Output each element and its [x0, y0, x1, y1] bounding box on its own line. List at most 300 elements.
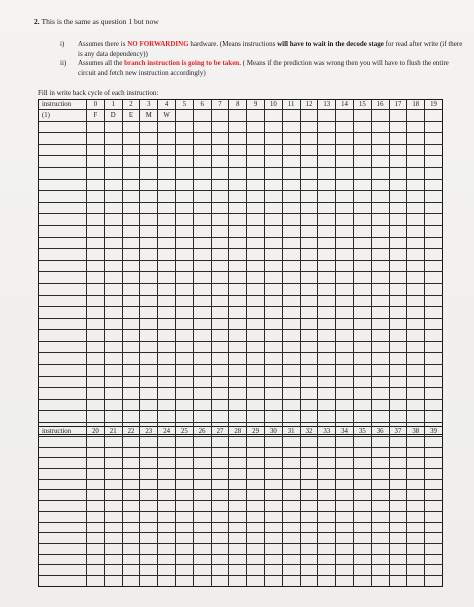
stage-cell[interactable] — [175, 554, 193, 565]
stage-cell[interactable] — [282, 237, 300, 249]
stage-cell[interactable] — [229, 501, 247, 512]
stage-cell[interactable] — [175, 167, 193, 179]
stage-cell[interactable] — [336, 565, 354, 576]
instruction-cell[interactable] — [39, 522, 87, 533]
stage-cell[interactable] — [122, 283, 140, 295]
stage-cell[interactable] — [282, 133, 300, 145]
stage-cell[interactable] — [193, 330, 211, 342]
stage-cell[interactable] — [318, 353, 336, 365]
stage-cell[interactable] — [211, 341, 229, 353]
stage-cell[interactable] — [282, 295, 300, 307]
stage-cell[interactable] — [104, 202, 122, 214]
stage-cell[interactable] — [407, 533, 425, 544]
stage-cell[interactable] — [87, 469, 105, 480]
stage-cell[interactable] — [247, 353, 265, 365]
stage-cell[interactable] — [247, 307, 265, 319]
stage-cell[interactable] — [247, 388, 265, 400]
stage-cell[interactable] — [318, 341, 336, 353]
stage-cell[interactable] — [371, 575, 389, 586]
stage-cell[interactable] — [211, 388, 229, 400]
stage-cell[interactable] — [336, 307, 354, 319]
stage-cell[interactable] — [247, 376, 265, 388]
stage-cell[interactable] — [229, 554, 247, 565]
stage-cell[interactable] — [389, 179, 407, 191]
stage-cell[interactable] — [264, 565, 282, 576]
stage-cell[interactable] — [425, 237, 443, 249]
stage-cell[interactable] — [425, 469, 443, 480]
stage-cell[interactable] — [336, 272, 354, 284]
stage-cell[interactable] — [389, 318, 407, 330]
stage-cell[interactable] — [229, 479, 247, 490]
stage-cell[interactable] — [389, 167, 407, 179]
stage-cell[interactable] — [122, 121, 140, 133]
stage-cell[interactable] — [211, 110, 229, 122]
stage-cell[interactable] — [175, 110, 193, 122]
stage-cell[interactable] — [193, 447, 211, 458]
stage-cell[interactable] — [371, 554, 389, 565]
stage-cell[interactable] — [389, 225, 407, 237]
stage-cell[interactable] — [104, 191, 122, 203]
stage-cell[interactable] — [300, 260, 318, 272]
stage-cell[interactable] — [353, 522, 371, 533]
stage-cell[interactable] — [211, 437, 229, 448]
stage-cell[interactable] — [211, 575, 229, 586]
stage-cell[interactable] — [158, 447, 176, 458]
stage-cell[interactable] — [104, 469, 122, 480]
instruction-cell[interactable] — [39, 167, 87, 179]
stage-cell[interactable] — [264, 479, 282, 490]
stage-cell[interactable] — [264, 437, 282, 448]
stage-cell[interactable] — [282, 121, 300, 133]
stage-cell[interactable] — [158, 437, 176, 448]
stage-cell[interactable] — [389, 272, 407, 284]
stage-cell[interactable] — [175, 272, 193, 284]
stage-cell[interactable] — [353, 437, 371, 448]
stage-cell[interactable] — [87, 133, 105, 145]
stage-cell[interactable] — [122, 272, 140, 284]
stage-cell[interactable] — [371, 167, 389, 179]
stage-cell[interactable] — [193, 565, 211, 576]
stage-cell[interactable] — [407, 249, 425, 261]
stage-cell[interactable] — [318, 365, 336, 377]
stage-cell[interactable] — [175, 490, 193, 501]
stage-cell[interactable] — [87, 225, 105, 237]
stage-cell[interactable] — [104, 365, 122, 377]
stage-cell[interactable] — [175, 179, 193, 191]
stage-cell[interactable] — [336, 365, 354, 377]
stage-cell[interactable] — [264, 249, 282, 261]
stage-cell[interactable] — [140, 575, 158, 586]
stage-cell[interactable] — [122, 341, 140, 353]
stage-cell[interactable] — [300, 353, 318, 365]
stage-cell[interactable] — [318, 133, 336, 145]
stage-cell[interactable] — [336, 295, 354, 307]
stage-cell[interactable] — [158, 144, 176, 156]
stage-cell[interactable] — [104, 295, 122, 307]
stage-cell[interactable] — [282, 191, 300, 203]
stage-cell[interactable] — [158, 533, 176, 544]
stage-cell[interactable] — [353, 447, 371, 458]
stage-cell[interactable] — [318, 202, 336, 214]
stage-cell[interactable] — [175, 249, 193, 261]
stage-cell[interactable] — [389, 330, 407, 342]
stage-cell[interactable] — [193, 388, 211, 400]
stage-cell[interactable] — [175, 469, 193, 480]
stage-cell[interactable] — [282, 202, 300, 214]
stage-cell[interactable] — [318, 283, 336, 295]
stage-cell[interactable] — [353, 490, 371, 501]
stage-cell[interactable] — [158, 411, 176, 423]
stage-cell[interactable] — [407, 307, 425, 319]
stage-cell[interactable] — [336, 191, 354, 203]
stage-cell[interactable] — [300, 318, 318, 330]
stage-cell[interactable] — [193, 283, 211, 295]
stage-cell[interactable] — [353, 179, 371, 191]
stage-cell[interactable] — [264, 353, 282, 365]
stage-cell[interactable] — [229, 365, 247, 377]
stage-cell[interactable] — [211, 490, 229, 501]
stage-cell[interactable] — [140, 388, 158, 400]
stage-cell[interactable] — [407, 156, 425, 168]
stage-cell[interactable] — [87, 156, 105, 168]
stage-cell[interactable] — [87, 533, 105, 544]
stage-cell[interactable] — [104, 511, 122, 522]
stage-cell[interactable] — [158, 388, 176, 400]
stage-cell[interactable] — [104, 225, 122, 237]
stage-cell[interactable] — [211, 260, 229, 272]
stage-cell[interactable] — [175, 437, 193, 448]
instruction-cell[interactable] — [39, 388, 87, 400]
stage-cell[interactable] — [104, 330, 122, 342]
instruction-cell[interactable] — [39, 307, 87, 319]
instruction-cell[interactable] — [39, 353, 87, 365]
stage-cell[interactable] — [247, 225, 265, 237]
stage-cell[interactable] — [318, 533, 336, 544]
stage-cell[interactable] — [175, 522, 193, 533]
stage-cell[interactable] — [425, 330, 443, 342]
stage-cell[interactable] — [140, 214, 158, 226]
stage-cell[interactable] — [407, 341, 425, 353]
stage-cell[interactable] — [193, 307, 211, 319]
stage-cell[interactable] — [87, 179, 105, 191]
instruction-cell[interactable] — [39, 479, 87, 490]
stage-cell[interactable] — [87, 411, 105, 423]
stage-cell[interactable] — [282, 458, 300, 469]
stage-cell[interactable] — [389, 533, 407, 544]
stage-cell[interactable] — [229, 191, 247, 203]
stage-cell[interactable] — [371, 376, 389, 388]
stage-cell[interactable] — [336, 543, 354, 554]
stage-cell[interactable] — [211, 330, 229, 342]
instruction-cell[interactable] — [39, 501, 87, 512]
stage-cell[interactable] — [229, 447, 247, 458]
stage-cell[interactable] — [247, 490, 265, 501]
stage-cell[interactable] — [389, 388, 407, 400]
stage-cell[interactable] — [389, 565, 407, 576]
stage-cell[interactable] — [211, 533, 229, 544]
stage-cell[interactable] — [211, 283, 229, 295]
stage-cell[interactable] — [300, 225, 318, 237]
stage-cell[interactable] — [193, 295, 211, 307]
stage-cell[interactable] — [122, 237, 140, 249]
stage-cell[interactable] — [389, 447, 407, 458]
stage-cell[interactable] — [229, 575, 247, 586]
stage-cell[interactable] — [175, 156, 193, 168]
stage-cell[interactable] — [336, 214, 354, 226]
stage-cell[interactable] — [282, 307, 300, 319]
stage-cell[interactable] — [425, 167, 443, 179]
instruction-cell[interactable] — [39, 214, 87, 226]
stage-cell[interactable] — [353, 237, 371, 249]
stage-cell[interactable] — [122, 469, 140, 480]
stage-cell[interactable] — [318, 330, 336, 342]
stage-cell[interactable] — [264, 399, 282, 411]
stage-cell[interactable] — [193, 501, 211, 512]
stage-cell[interactable] — [336, 437, 354, 448]
stage-cell[interactable] — [407, 365, 425, 377]
stage-cell[interactable] — [425, 447, 443, 458]
stage-cell[interactable] — [371, 522, 389, 533]
stage-cell[interactable] — [264, 490, 282, 501]
stage-cell[interactable] — [371, 543, 389, 554]
stage-cell[interactable] — [158, 179, 176, 191]
stage-cell[interactable] — [300, 144, 318, 156]
stage-cell[interactable] — [158, 167, 176, 179]
stage-cell[interactable] — [318, 110, 336, 122]
stage-cell[interactable] — [282, 543, 300, 554]
stage-cell[interactable] — [282, 214, 300, 226]
stage-cell[interactable] — [104, 490, 122, 501]
stage-cell[interactable] — [282, 565, 300, 576]
stage-cell[interactable] — [353, 191, 371, 203]
stage-cell[interactable] — [122, 156, 140, 168]
stage-cell[interactable] — [336, 511, 354, 522]
stage-cell[interactable] — [193, 353, 211, 365]
stage-cell[interactable] — [87, 565, 105, 576]
stage-cell[interactable] — [282, 511, 300, 522]
stage-cell[interactable] — [175, 295, 193, 307]
stage-cell[interactable] — [264, 522, 282, 533]
instruction-cell[interactable]: (1) — [39, 110, 87, 122]
stage-cell[interactable] — [371, 533, 389, 544]
stage-cell[interactable] — [371, 447, 389, 458]
stage-cell[interactable] — [425, 565, 443, 576]
stage-cell[interactable] — [175, 388, 193, 400]
stage-cell[interactable] — [318, 469, 336, 480]
stage-cell[interactable] — [282, 283, 300, 295]
stage-cell[interactable] — [247, 272, 265, 284]
stage-cell[interactable] — [407, 490, 425, 501]
stage-cell[interactable] — [158, 353, 176, 365]
stage-cell[interactable] — [87, 437, 105, 448]
stage-cell[interactable] — [425, 353, 443, 365]
stage-cell[interactable] — [104, 522, 122, 533]
stage-cell[interactable] — [229, 214, 247, 226]
stage-cell[interactable] — [104, 399, 122, 411]
stage-cell[interactable] — [104, 554, 122, 565]
stage-cell[interactable] — [158, 272, 176, 284]
stage-cell[interactable] — [300, 237, 318, 249]
stage-cell[interactable]: D — [104, 110, 122, 122]
instruction-cell[interactable] — [39, 156, 87, 168]
stage-cell[interactable] — [229, 330, 247, 342]
stage-cell[interactable] — [211, 554, 229, 565]
stage-cell[interactable] — [175, 543, 193, 554]
stage-cell[interactable] — [425, 575, 443, 586]
stage-cell[interactable] — [229, 283, 247, 295]
stage-cell[interactable] — [371, 214, 389, 226]
stage-cell[interactable] — [425, 479, 443, 490]
stage-cell[interactable] — [87, 458, 105, 469]
stage-cell[interactable] — [140, 341, 158, 353]
stage-cell[interactable] — [264, 133, 282, 145]
stage-cell[interactable] — [389, 110, 407, 122]
stage-cell[interactable] — [122, 447, 140, 458]
stage-cell[interactable] — [175, 202, 193, 214]
stage-cell[interactable] — [407, 202, 425, 214]
stage-cell[interactable] — [247, 554, 265, 565]
stage-cell[interactable] — [282, 365, 300, 377]
stage-cell[interactable] — [247, 144, 265, 156]
stage-cell[interactable] — [407, 179, 425, 191]
stage-cell[interactable] — [300, 167, 318, 179]
stage-cell[interactable] — [247, 167, 265, 179]
stage-cell[interactable] — [407, 479, 425, 490]
stage-cell[interactable] — [407, 399, 425, 411]
stage-cell[interactable] — [87, 522, 105, 533]
stage-cell[interactable] — [175, 318, 193, 330]
stage-cell[interactable] — [371, 295, 389, 307]
stage-cell[interactable] — [336, 179, 354, 191]
stage-cell[interactable] — [104, 411, 122, 423]
stage-cell[interactable] — [336, 522, 354, 533]
stage-cell[interactable] — [211, 501, 229, 512]
stage-cell[interactable] — [193, 399, 211, 411]
instruction-cell[interactable] — [39, 575, 87, 586]
stage-cell[interactable] — [193, 479, 211, 490]
stage-cell[interactable] — [158, 341, 176, 353]
stage-cell[interactable] — [300, 376, 318, 388]
stage-cell[interactable] — [122, 437, 140, 448]
stage-cell[interactable] — [140, 479, 158, 490]
stage-cell[interactable] — [140, 330, 158, 342]
stage-cell[interactable] — [229, 272, 247, 284]
stage-cell[interactable] — [264, 307, 282, 319]
stage-cell[interactable] — [229, 237, 247, 249]
stage-cell[interactable] — [229, 179, 247, 191]
stage-cell[interactable] — [122, 411, 140, 423]
stage-cell[interactable] — [389, 191, 407, 203]
stage-cell[interactable] — [158, 554, 176, 565]
stage-cell[interactable] — [87, 167, 105, 179]
stage-cell[interactable] — [425, 225, 443, 237]
stage-cell[interactable] — [389, 295, 407, 307]
stage-cell[interactable] — [407, 554, 425, 565]
stage-cell[interactable] — [247, 479, 265, 490]
stage-cell[interactable] — [193, 575, 211, 586]
stage-cell[interactable] — [104, 447, 122, 458]
stage-cell[interactable] — [336, 249, 354, 261]
instruction-cell[interactable] — [39, 458, 87, 469]
stage-cell[interactable] — [407, 458, 425, 469]
stage-cell[interactable] — [104, 437, 122, 448]
stage-cell[interactable] — [247, 447, 265, 458]
stage-cell[interactable] — [282, 156, 300, 168]
stage-cell[interactable] — [282, 437, 300, 448]
stage-cell[interactable] — [407, 411, 425, 423]
stage-cell[interactable] — [353, 575, 371, 586]
stage-cell[interactable] — [122, 179, 140, 191]
stage-cell[interactable] — [104, 543, 122, 554]
stage-cell[interactable] — [282, 533, 300, 544]
stage-cell[interactable] — [407, 575, 425, 586]
stage-cell[interactable] — [371, 565, 389, 576]
stage-cell[interactable] — [104, 121, 122, 133]
stage-cell[interactable]: M — [140, 110, 158, 122]
stage-cell[interactable] — [371, 330, 389, 342]
stage-cell[interactable] — [211, 167, 229, 179]
stage-cell[interactable] — [389, 511, 407, 522]
stage-cell[interactable] — [318, 554, 336, 565]
stage-cell[interactable] — [193, 437, 211, 448]
stage-cell[interactable] — [371, 249, 389, 261]
stage-cell[interactable] — [407, 237, 425, 249]
stage-cell[interactable] — [247, 318, 265, 330]
stage-cell[interactable] — [336, 490, 354, 501]
stage-cell[interactable] — [407, 543, 425, 554]
stage-cell[interactable] — [282, 249, 300, 261]
stage-cell[interactable] — [193, 522, 211, 533]
stage-cell[interactable] — [282, 554, 300, 565]
stage-cell[interactable] — [122, 458, 140, 469]
stage-cell[interactable] — [175, 575, 193, 586]
stage-cell[interactable] — [193, 156, 211, 168]
stage-cell[interactable] — [104, 479, 122, 490]
stage-cell[interactable] — [318, 144, 336, 156]
stage-cell[interactable] — [122, 543, 140, 554]
stage-cell[interactable] — [371, 272, 389, 284]
stage-cell[interactable] — [425, 376, 443, 388]
stage-cell[interactable] — [389, 249, 407, 261]
stage-cell[interactable] — [336, 156, 354, 168]
stage-cell[interactable] — [371, 179, 389, 191]
stage-cell[interactable] — [122, 214, 140, 226]
stage-cell[interactable] — [282, 260, 300, 272]
stage-cell[interactable] — [247, 110, 265, 122]
stage-cell[interactable] — [336, 554, 354, 565]
stage-cell[interactable] — [389, 365, 407, 377]
instruction-cell[interactable] — [39, 225, 87, 237]
stage-cell[interactable] — [122, 565, 140, 576]
stage-cell[interactable] — [264, 272, 282, 284]
stage-cell[interactable] — [87, 490, 105, 501]
stage-cell[interactable] — [211, 121, 229, 133]
stage-cell[interactable] — [353, 225, 371, 237]
stage-cell[interactable] — [140, 353, 158, 365]
stage-cell[interactable] — [140, 202, 158, 214]
stage-cell[interactable] — [425, 133, 443, 145]
stage-cell[interactable] — [193, 458, 211, 469]
stage-cell[interactable] — [336, 458, 354, 469]
stage-cell[interactable] — [122, 511, 140, 522]
stage-cell[interactable] — [371, 283, 389, 295]
stage-cell[interactable] — [122, 202, 140, 214]
stage-cell[interactable] — [158, 469, 176, 480]
stage-cell[interactable] — [425, 318, 443, 330]
stage-cell[interactable] — [425, 283, 443, 295]
stage-cell[interactable] — [407, 437, 425, 448]
stage-cell[interactable] — [318, 575, 336, 586]
